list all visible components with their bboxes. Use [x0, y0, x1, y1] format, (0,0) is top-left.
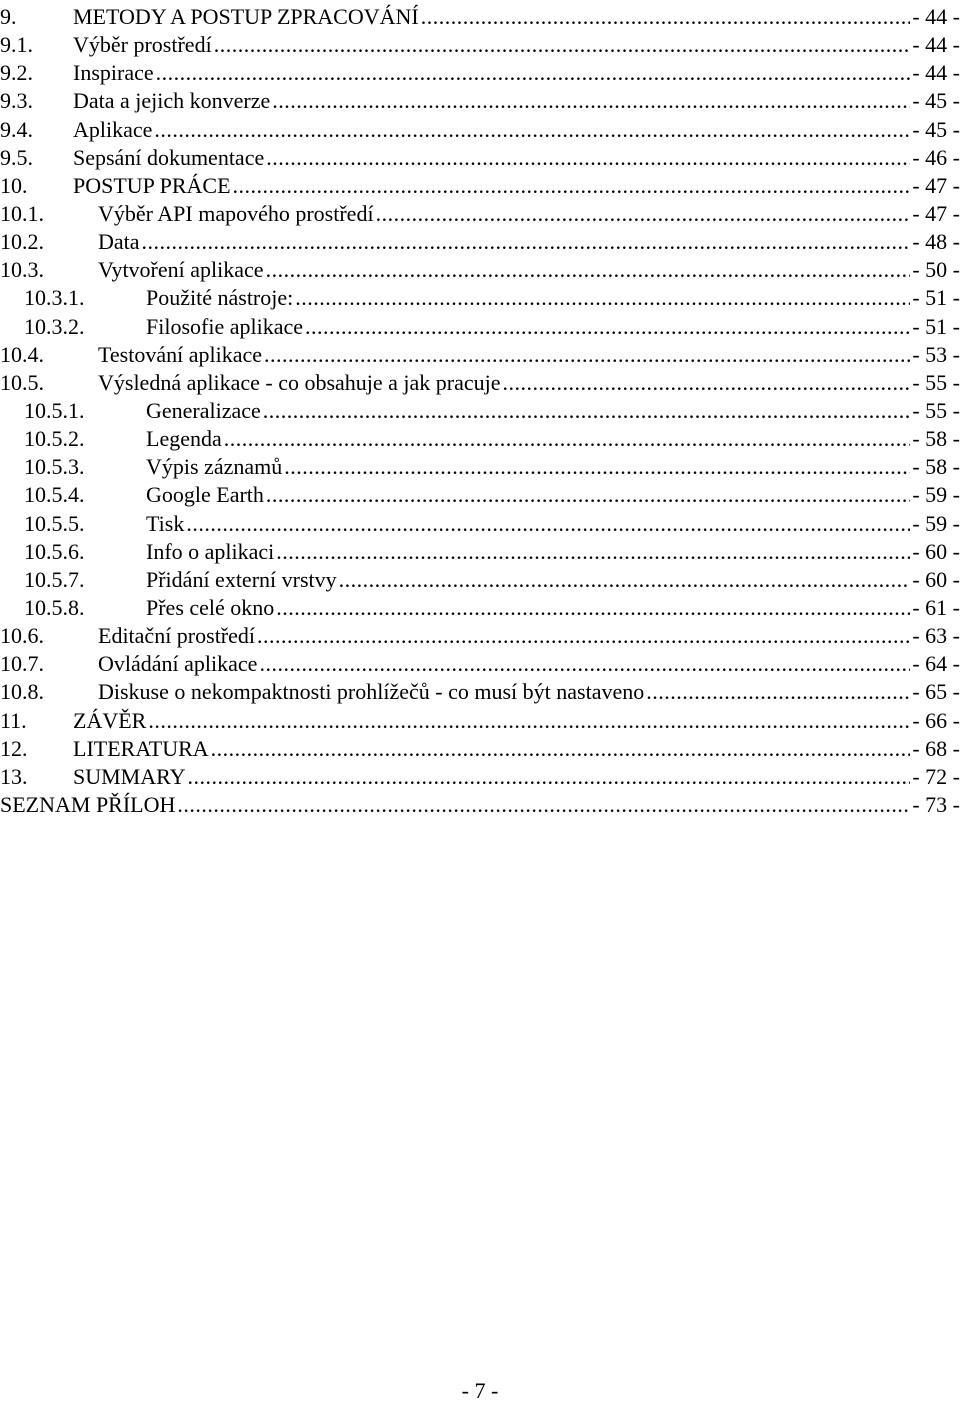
toc-entry-title: SEZNAM PŘÍLOH: [0, 791, 176, 817]
toc-entry-page: - 58 -: [912, 454, 960, 480]
toc-entry-number: 10.7.: [0, 651, 44, 677]
toc-dot-leader: [295, 284, 910, 312]
toc-entry-number: 10.5.7.: [24, 566, 85, 592]
toc-entry[interactable]: [0, 31, 960, 59]
toc-dot-leader: [156, 59, 911, 87]
toc-entry-number: 10.6.: [0, 623, 44, 649]
toc-dot-leader: [142, 228, 911, 256]
toc-entry-line: [98, 200, 960, 228]
toc-entry-title: Legenda: [146, 426, 222, 452]
toc-dot-leader: [233, 172, 911, 200]
toc-entry-line: [73, 763, 960, 791]
toc-dot-leader: [224, 425, 911, 453]
toc-entry-line: [73, 116, 960, 144]
toc-entry-title: Inspirace: [73, 60, 154, 86]
toc-entry[interactable]: [0, 341, 960, 369]
toc-entry-title: Použité nástroje:: [146, 285, 294, 311]
toc-entry-number: 13.: [0, 763, 28, 789]
toc-entry-line: [146, 566, 960, 594]
toc-dot-leader: [339, 566, 911, 594]
toc-dot-leader: [214, 31, 911, 59]
toc-entry-title: Data: [98, 229, 140, 255]
toc-entry-line: [98, 622, 960, 650]
toc-entry-number: 10.3.: [0, 257, 44, 283]
toc-entry-line: [73, 31, 960, 59]
toc-entry-title: POSTUP PRÁCE: [73, 172, 231, 198]
toc-entry-page: - 72 -: [912, 763, 960, 789]
toc-entry-line: [98, 678, 960, 706]
toc-dot-leader: [263, 397, 911, 425]
toc-dot-leader: [266, 481, 910, 509]
toc-entry-page: - 44 -: [912, 4, 960, 29]
toc-entry-page: - 61 -: [912, 594, 960, 620]
toc-entry-page: - 66 -: [912, 707, 960, 733]
toc-entry-page: - 59 -: [912, 510, 960, 536]
toc-entry[interactable]: [0, 510, 960, 538]
toc-dot-leader: [177, 791, 910, 819]
toc-entry-line: [73, 735, 960, 763]
toc-entry-line: [98, 228, 960, 256]
toc-entry-title: Data a jejich konverze: [73, 88, 271, 114]
toc-entry-line: [146, 397, 960, 425]
toc-entry[interactable]: [0, 678, 960, 706]
toc-dot-leader: [257, 622, 910, 650]
toc-entry-page: - 48 -: [912, 229, 960, 255]
toc-entry-line: [98, 369, 960, 397]
toc-entry[interactable]: [0, 453, 960, 481]
toc-entry-number: 9.1.: [0, 32, 33, 58]
toc-dot-leader: [187, 763, 910, 791]
toc-dot-leader: [264, 341, 910, 369]
toc-entry-line: [73, 3, 960, 31]
toc-entry-number: 10.8.: [0, 679, 44, 705]
toc-entry-title: Aplikace: [73, 116, 153, 142]
toc-entry-number: 10.3.1.: [24, 285, 85, 311]
toc-dot-leader: [211, 735, 911, 763]
toc-entry[interactable]: [0, 284, 960, 312]
toc-entry[interactable]: [0, 481, 960, 509]
toc-dot-leader: [186, 510, 910, 538]
toc-entry-line: [146, 284, 960, 312]
toc-dot-leader: [284, 453, 910, 481]
toc-entry-title: Google Earth: [146, 482, 264, 508]
toc-entry-line: [146, 425, 960, 453]
toc-entry[interactable]: [0, 566, 960, 594]
toc-entry-number: 9.4.: [0, 116, 33, 142]
toc-entry-title: LITERATURA: [73, 735, 209, 761]
toc-entry-page: - 59 -: [912, 482, 960, 508]
toc-entry-page: - 60 -: [912, 538, 960, 564]
toc-entry-page: - 55 -: [912, 397, 960, 423]
toc-dot-leader: [266, 144, 910, 172]
toc-entry-line: [98, 650, 960, 678]
toc-entry-line: [73, 144, 960, 172]
toc-entry-line: [0, 791, 960, 819]
toc-entry-line: [98, 341, 960, 369]
toc-entry[interactable]: [0, 397, 960, 425]
toc-entry-page: - 47 -: [912, 172, 960, 198]
toc-entry-page: - 44 -: [912, 32, 960, 58]
toc-entry-line: [146, 594, 960, 622]
toc-entry-title: Ovládání aplikace: [98, 651, 258, 677]
toc-entry-title: Výběr API mapového prostředí: [98, 200, 374, 226]
toc-entry[interactable]: [0, 763, 960, 791]
toc-entry-page: - 45 -: [912, 88, 960, 114]
toc-dot-leader: [305, 313, 910, 341]
toc-entry-number: 10.5.2.: [24, 426, 85, 452]
toc-entry-line: [98, 256, 960, 284]
toc-dot-leader: [276, 594, 910, 622]
toc-entry[interactable]: [0, 650, 960, 678]
toc-dot-leader: [646, 678, 910, 706]
toc-entry-title: ZÁVĚR: [73, 707, 147, 733]
toc-entry-title: Výsledná aplikace - co obsahuje a jak pracuje: [98, 369, 501, 395]
toc-entry[interactable]: [0, 622, 960, 650]
toc-dot-leader: [259, 650, 910, 678]
toc-entry-number: 10.5.: [0, 369, 44, 395]
toc-entry-page: - 51 -: [912, 285, 960, 311]
toc-dot-leader: [154, 116, 910, 144]
toc-dot-leader: [266, 256, 911, 284]
toc-dot-leader: [376, 200, 911, 228]
toc-entry[interactable]: [0, 425, 960, 453]
toc-entry-title: Info o aplikaci: [146, 538, 275, 564]
toc-entry-number: 10.5.6.: [24, 538, 85, 564]
toc-entry-title: Editační prostředí: [98, 623, 256, 649]
toc-dot-leader: [272, 87, 910, 115]
toc-dot-leader: [148, 707, 910, 735]
toc-entry-line: [146, 453, 960, 481]
toc-entry[interactable]: [0, 791, 960, 819]
toc-entry[interactable]: [0, 172, 960, 200]
toc-entry-number: 12.: [0, 735, 28, 761]
toc-entry[interactable]: [0, 87, 960, 115]
toc-entry-line: [73, 59, 960, 87]
toc-dot-leader: [503, 369, 911, 397]
toc-entry-number: 10.1.: [0, 200, 44, 226]
toc-entry-page: - 53 -: [912, 341, 960, 367]
toc-entry-page: - 47 -: [912, 200, 960, 226]
toc-entry-title: Testování aplikace: [98, 341, 263, 367]
toc-entry-page: - 46 -: [912, 144, 960, 170]
toc-entry[interactable]: [0, 3, 960, 31]
toc-entry-number: 10.5.3.: [24, 454, 85, 480]
toc-entry-title: SUMMARY: [73, 763, 186, 789]
toc-entry-number: 10.: [0, 172, 28, 198]
toc-dot-leader: [421, 3, 911, 31]
toc-entry-title: METODY A POSTUP ZPRACOVÁNÍ: [73, 4, 419, 29]
toc-entry-title: Filosofie aplikace: [146, 313, 304, 339]
toc-entry-line: [146, 538, 960, 566]
toc-entry[interactable]: [0, 144, 960, 172]
toc-entry-page: - 64 -: [912, 651, 960, 677]
toc-entry-page: - 65 -: [912, 679, 960, 705]
toc-entry[interactable]: [0, 228, 960, 256]
toc-entry-number: 9.2.: [0, 60, 33, 86]
toc-entry-line: [73, 87, 960, 115]
toc-entry-line: [73, 172, 960, 200]
toc-entry[interactable]: [0, 59, 960, 87]
toc-entry-title: Výpis záznamů: [146, 454, 283, 480]
toc-entry-line: [146, 481, 960, 509]
toc-entry-page: - 45 -: [912, 116, 960, 142]
toc-entry-number: 10.3.2.: [24, 313, 85, 339]
toc-entry-number: 10.4.: [0, 341, 44, 367]
toc-entry-number: 11.: [0, 707, 27, 733]
toc-entry-page: - 51 -: [912, 313, 960, 339]
page-number: - 7 -: [461, 1378, 499, 1403]
table-of-contents: [0, 3, 960, 819]
toc-entry-number: 9.: [0, 4, 17, 29]
toc-entry-number: 10.5.8.: [24, 594, 85, 620]
toc-entry-title: Přidání externí vrstvy: [146, 566, 337, 592]
toc-entry-title: Sepsání dokumentace: [73, 144, 265, 170]
toc-entry-number: 10.5.1.: [24, 397, 85, 423]
toc-entry-line: [146, 510, 960, 538]
toc-entry-page: - 44 -: [912, 60, 960, 86]
toc-entry-page: - 50 -: [912, 257, 960, 283]
toc-entry-number: 10.5.4.: [24, 482, 85, 508]
toc-entry[interactable]: [0, 116, 960, 144]
toc-entry-number: 10.5.5.: [24, 510, 85, 536]
toc-entry-title: Vytvoření aplikace: [98, 257, 264, 283]
toc-entry[interactable]: [0, 200, 960, 228]
toc-entry[interactable]: [0, 594, 960, 622]
toc-entry-page: - 63 -: [912, 623, 960, 649]
toc-entry[interactable]: [0, 313, 960, 341]
toc-entry-page: - 68 -: [912, 735, 960, 761]
toc-entry[interactable]: [0, 538, 960, 566]
toc-entry-number: 9.5.: [0, 144, 33, 170]
toc-entry-page: - 73 -: [912, 791, 960, 817]
toc-entry-page: - 58 -: [912, 426, 960, 452]
toc-entry-page: - 55 -: [912, 369, 960, 395]
toc-entry-line: [146, 313, 960, 341]
toc-entry-title: Tisk: [146, 510, 185, 536]
toc-entry-number: 10.2.: [0, 229, 44, 255]
toc-entry-title: Výběr prostředí: [73, 32, 212, 58]
toc-entry[interactable]: [0, 369, 960, 397]
toc-entry-title: Přes celé okno: [146, 594, 275, 620]
toc-entry-title: Generalizace: [146, 397, 261, 423]
toc-entry[interactable]: [0, 735, 960, 763]
toc-dot-leader: [276, 538, 910, 566]
toc-entry-line: [73, 707, 960, 735]
toc-entry[interactable]: [0, 256, 960, 284]
toc-entry[interactable]: [0, 707, 960, 735]
toc-entry-title: Diskuse o nekompaktnosti prohlížečů - co musí být nastaveno: [98, 679, 645, 705]
toc-entry-page: - 60 -: [912, 566, 960, 592]
toc-entry-number: 9.3.: [0, 88, 33, 114]
